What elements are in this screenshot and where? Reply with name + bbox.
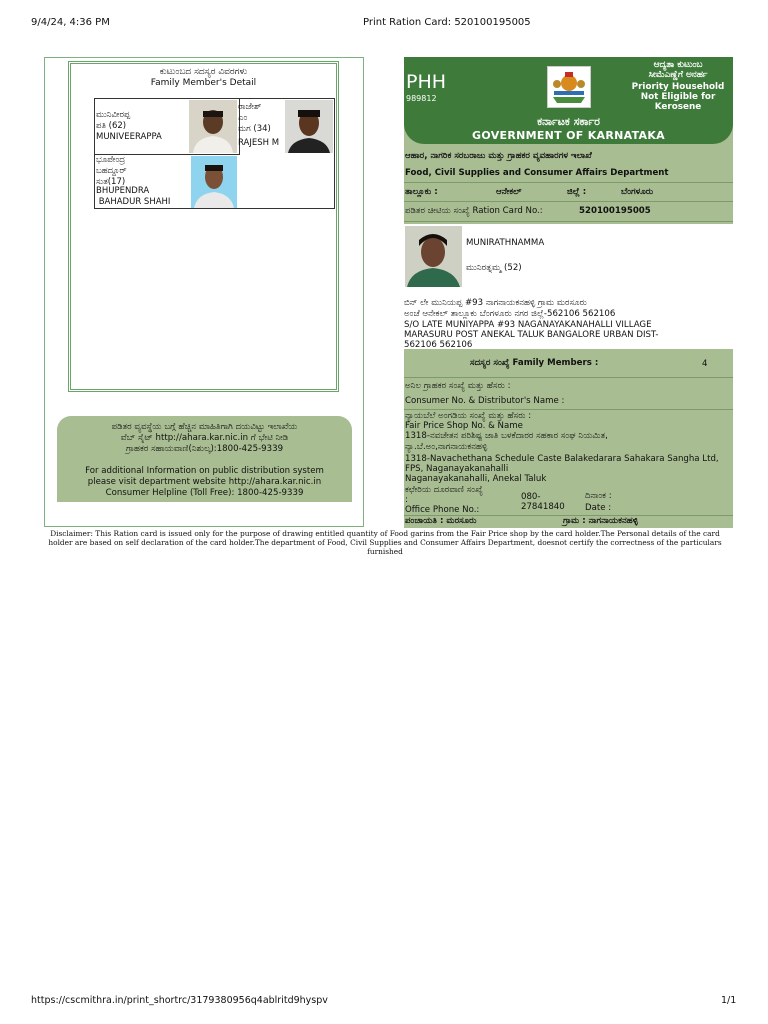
info-kn: ಪಡಿತರ ವ್ಯವಸ್ಥೆಯ ಬಗ್ಗೆ ಹೆಚ್ಚಿನ ಮಾಹಿತಿಗಾಗಿ ದಯವಿಟ್ಟು ಇಲಾಖೆಯ ವೆಬ್ ಸೈಟ್ http://ahara.kar.nic.in ಗೆ ಭೇಟಿ ನೀಡಿ ಗ್ರಾಹಕರ ಸಹಾಯವಾಣಿ(ನಿಶುಲ್ಕ):1800-425-9339: [111, 422, 298, 454]
govt-kn: ಕರ್ನಾಟಕ ಸರ್ಕಾರ: [537, 115, 600, 128]
district-label: ಜಿಲ್ಲೆ :: [567, 187, 587, 197]
taluk-label: ತಾಲ್ಲೂಕು :: [405, 187, 438, 197]
village-label: ಗ್ರಾಮ : ನಾಗನಾಯಕನಹಳ್ಳಿ: [563, 516, 638, 526]
member-3-kn: ಭೂಪೇಂದ್ರ ಬಹದ್ದೂರ್ ಸುತ(17): [96, 155, 127, 187]
consumer-label-en: Consumer No. & Distributor's Name :: [405, 396, 565, 406]
dept-en: Food, Civil Supplies and Consumer Affairs Department: [405, 168, 669, 178]
print-page-title: Print Ration Card: 520100195005: [363, 17, 531, 28]
member-2-kn: ರಾಜೇಶ್ ಎಂ ಮಗ (34): [238, 102, 271, 134]
info-en: For additional Information on public distribution system please visit department website http://ahara.kar.nic.in Consumer Helpline (Toll Free): 1800-425-9339: [85, 466, 324, 498]
print-page-count: 1/1: [721, 995, 737, 1006]
card-header: [404, 57, 733, 144]
print-datetime: 9/4/24, 4:36 PM: [31, 17, 110, 28]
members-label: ಸದಸ್ಯರ ಸಂಖ್ಯೆ Family Members :: [470, 358, 599, 368]
member-1-name: MUNIVEERAPPA: [96, 132, 162, 142]
category-kn: ಆದ್ಯತಾ ಕುಟುಂಬ ಸೀಮೆಎಣ್ಣೆಗೆ ಅನರ್ಹ: [648, 60, 708, 80]
panchayat-label: ಪಂಚಾಯತಿ : ಮರಸೂರು: [405, 516, 477, 526]
member-3-name: BHUPENDRA BAHADUR SHAHI: [96, 186, 171, 207]
holder-photo: [405, 226, 462, 287]
karnataka-emblem-icon: [547, 66, 591, 108]
fps-kn: 1318-ನವಚೇತನ ಪರಿಶಿಷ್ಟ ಜಾತಿ ಬಳಕೆದಾರರ ಸಹಕಾರ ಸಂಘ ನಿಯಮಿತ, ನ್ಯಾ.ಬೆ.ಅಂ,ನಾಗನಾಯಕನಹಳ್ಳಿ: [405, 431, 608, 452]
taluk-value: ಆನೇಕಲ್: [496, 187, 522, 197]
district-value: ಬೆಂಗಳೂರು: [621, 187, 654, 197]
member-2-photo: [285, 100, 333, 153]
rc-label: ಪಡಿತರ ಚೀಟಿಯ ಸಂಖ್ಯೆ Ration Card No.:: [405, 206, 543, 216]
address-kn: ಬಿನ್ ಲೇ ಮುನಿಯಪ್ಪ #93 ನಾಗನಾಯಕನಹಳ್ಳಿ ಗ್ರಾಮ ಮರಸೂರು ಅಂಚೆ ಆನೇಕಲ್ ತಾಲ್ಲೂಕು ಬೆಂಗಳೂರು ನಗರ ಜಿಲ್ಲೆ-562106 562106: [404, 298, 616, 319]
holder-block: [404, 224, 733, 349]
family-title-en: Family Member's Detail: [150, 78, 257, 88]
phone-value: 080- 27841840: [521, 492, 565, 512]
fps-label-en: Fair Price Shop No. & Name: [405, 421, 523, 431]
holder-name: MUNIRATHNAMMA: [466, 238, 545, 248]
date-label: ದಿನಾಂಕ : Date :: [585, 491, 612, 513]
govt-en: GOVERNMENT OF KARNATAKA: [472, 129, 665, 142]
category-en: Priority Household Not Eligible for Kerosene: [631, 82, 725, 112]
print-url: https://cscmithra.in/print_shortrc/3179380956q4ablritd9hyspv: [31, 995, 328, 1006]
category-code: PHH: [406, 71, 447, 93]
member-3-photo: [191, 156, 237, 208]
disclaimer: Disclaimer: This Ration card is issued only for the purpose of drawing entitled quantity of Food garins from the Fair Price shop by the card holder.The Personal details of the card holder are based on self declaration of the card holder.The department of Food, Civil Supplies and Consumer Affairs Department, doesnot certify the correctness of the particulars furnished: [48, 529, 722, 556]
consumer-label-kn: ಅನಿಲ ಗ್ರಾಹಕರ ಸಂಖ್ಯೆ ಮತ್ತು ಹೆಸರು :: [405, 381, 511, 391]
rc-number: 520100195005: [579, 206, 651, 216]
address-en: S/O LATE MUNIYAPPA #93 NAGANAYAKANAHALLI VILLAGE MARASURU POST ANEKAL TALUK BANGALORE URBAN DIST- 562106 562106: [404, 320, 659, 350]
dept-kn: ಆಹಾರ, ನಾಗರಿಕ ಸರಬರಾಜು ಮತ್ತು ಗ್ರಾಹಕರ ವ್ಯವಹಾರಗಳ ಇಲಾಖೆ: [405, 151, 592, 161]
holder-kn: ಮುನಿರತ್ನಮ್ಮ (52): [466, 263, 522, 273]
member-1-kn: ಮುನಿವೀರಪ್ಪ ಪತಿ (62): [96, 110, 131, 131]
fps-label-kn: ನ್ಯಾಯಬೆಲೆ ಅಂಗಡಿಯ ಸಂಖ್ಯೆ ಮತ್ತು ಹೆಸರು :: [405, 411, 532, 421]
card-code: 989812: [406, 94, 437, 103]
phone-label-kn: ಕಛೇರಿಯ ದೂರವಾಣಿ ಸಂಖ್ಯೆ :: [405, 485, 483, 505]
info-box: [57, 416, 352, 502]
fps-en: 1318-Navachethana Schedule Caste Balakedarara Sahakara Sangha Ltd, FPS, Naganayakanahalli Naganayakanahalli, Anekal Taluk: [405, 454, 719, 484]
member-2-name: RAJESH M: [238, 138, 280, 148]
members-count: 4: [702, 359, 708, 369]
member-1-photo: [189, 100, 237, 153]
family-title-kn: ಕುಟುಂಬದ ಸದಸ್ಯರ ವಿವರಗಳು: [159, 67, 248, 77]
phone-label-en: Office Phone No.:: [405, 505, 480, 515]
member-grid: [94, 98, 335, 209]
